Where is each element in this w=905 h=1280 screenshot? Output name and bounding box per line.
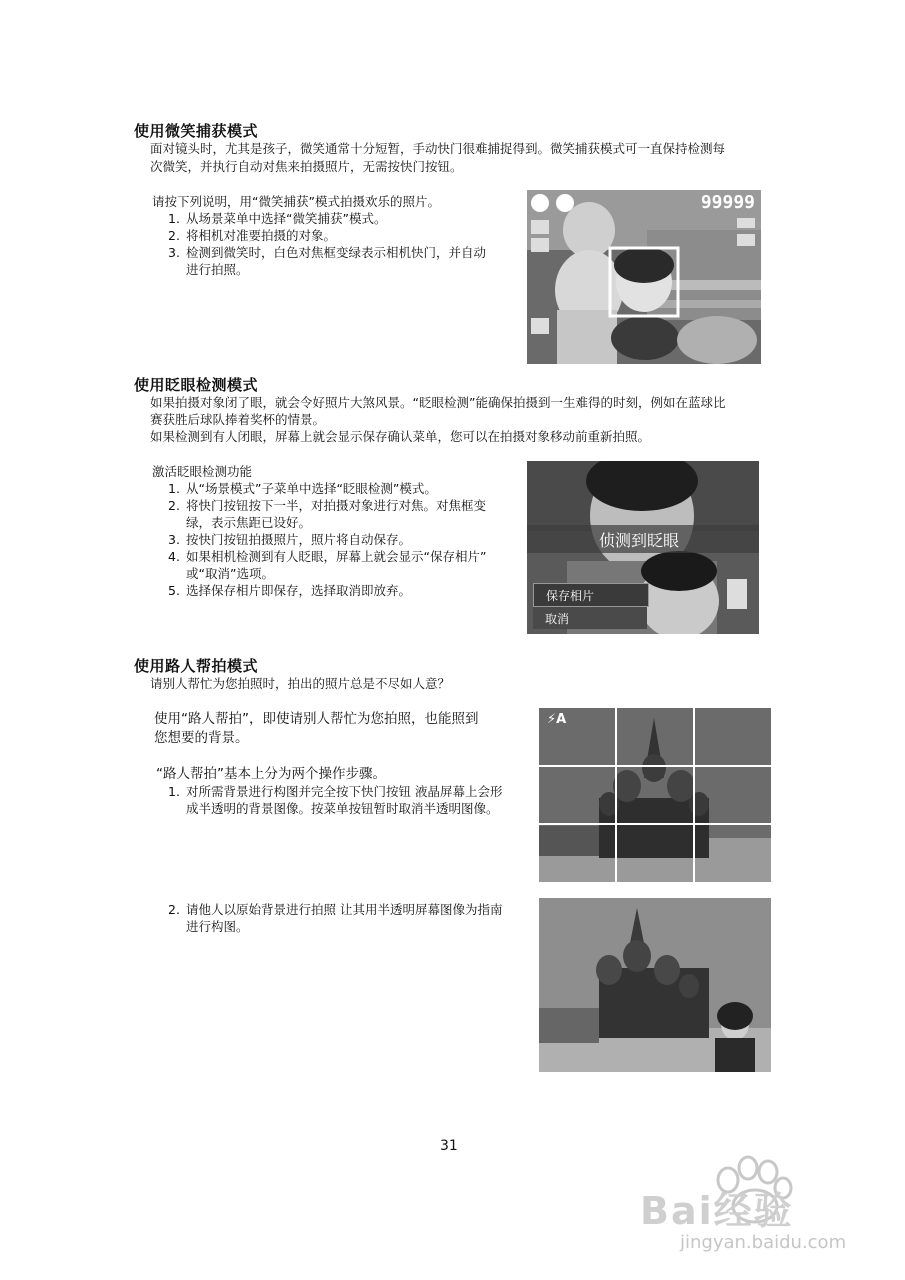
- passerby-step-2-cont: 进行构图。: [186, 919, 249, 934]
- section-title-smile: 使用微笑捕获模式: [134, 122, 259, 140]
- blink-detected-message: 侦测到眨眼: [599, 531, 680, 550]
- section-title-passerby: 使用路人帮拍模式: [134, 657, 259, 675]
- smile-lead: 请按下列说明，用“微笑捕获”模式拍摄欢乐的照片。: [152, 194, 440, 209]
- passerby-background-photo: [539, 708, 771, 882]
- smile-capture-photo: [527, 190, 761, 364]
- passerby-step-2: 2. 请他人以原始背景进行拍照 让其用半透明屏幕图像为指南: [168, 902, 503, 917]
- blink-intro-line-3: 如果检测到有人闭眼，屏幕上就会显示保存确认菜单，您可以在拍摄对象移动前重新拍照。: [150, 429, 651, 444]
- blink-step-1: 1. 从“场景模式”子菜单中选择“眨眼检测”模式。: [168, 481, 437, 496]
- menu-save-photo[interactable]: 保存相片: [533, 583, 649, 607]
- passerby-step-1: 1. 对所需背景进行构图并完全按下快门按钮 液晶屏幕上会形: [168, 784, 503, 799]
- blink-step-5: 5. 选择保存相片即保存，选择取消即放弃。: [168, 583, 412, 598]
- blink-step-4-cont: 或“取消”选项。: [186, 566, 274, 581]
- baidu-watermark: Bai经验 jingyan.baidu.com: [640, 1150, 880, 1260]
- shot-counter: 99999: [700, 192, 755, 213]
- blink-step-2: 2. 将快门按钮按下一半，对拍摄对象进行对焦。对焦框变: [168, 498, 487, 513]
- blink-step-4: 4. 如果相机检测到有人眨眼，屏幕上就会显示“保存相片”: [168, 549, 487, 564]
- blink-intro-line-2: 赛获胜后球队捧着奖杯的情景。: [150, 412, 326, 427]
- flash-auto-icon: ⚡A: [547, 712, 567, 727]
- passerby-final-photo: [539, 898, 771, 1072]
- smile-intro-line-2: 次微笑，并执行自动对焦来拍摄照片，无需按快门按钮。: [150, 159, 463, 174]
- blink-lead: 激活眨眼检测功能: [152, 464, 253, 479]
- blink-step-2-cont: 绿，表示焦距已设好。: [186, 515, 312, 530]
- section-title-blink: 使用眨眼检测模式: [134, 376, 259, 394]
- passerby-step-1-cont: 成半透明的背景图像。按菜单按钮暂时取消半透明图像。: [186, 801, 499, 816]
- passerby-lead-line-1: 使用“路人帮拍”，即使请别人帮忙为您拍照，也能照到: [154, 711, 479, 727]
- smile-intro-line-1: 面对镜头时，尤其是孩子，微笑通常十分短暂，手动快门很难捕捉得到。微笑捕获模式可一直保持检测每: [150, 141, 726, 156]
- passerby-lead-2: “路人帮拍”基本上分为两个操作步骤。: [156, 766, 386, 782]
- page-number: 31: [440, 1138, 458, 1154]
- smile-step-3: 3. 检测到微笑时，白色对焦框变绿表示相机快门，并自动: [168, 245, 487, 260]
- blink-step-3: 3. 按快门按钮拍摄照片，照片将自动保存。: [168, 532, 412, 547]
- menu-cancel[interactable]: 取消: [533, 607, 647, 629]
- smile-step-1: 1. 从场景菜单中选择“微笑捕获”模式。: [168, 211, 387, 226]
- passerby-intro: 请别人帮忙为您拍照时，拍出的照片总是不尽如人意？: [150, 676, 451, 691]
- smile-step-3-cont: 进行拍照。: [186, 262, 249, 277]
- blink-detect-photo: [527, 461, 759, 634]
- blink-intro-line-1: 如果拍摄对象闭了眼，就会令好照片大煞风景。“眨眼检测”能确保拍摄到一生难得的时刻，例如在蓝球比: [150, 395, 726, 410]
- passerby-lead-line-2: 您想要的背景。: [154, 730, 249, 746]
- smile-step-2: 2. 将相机对准要拍摄的对象。: [168, 228, 337, 243]
